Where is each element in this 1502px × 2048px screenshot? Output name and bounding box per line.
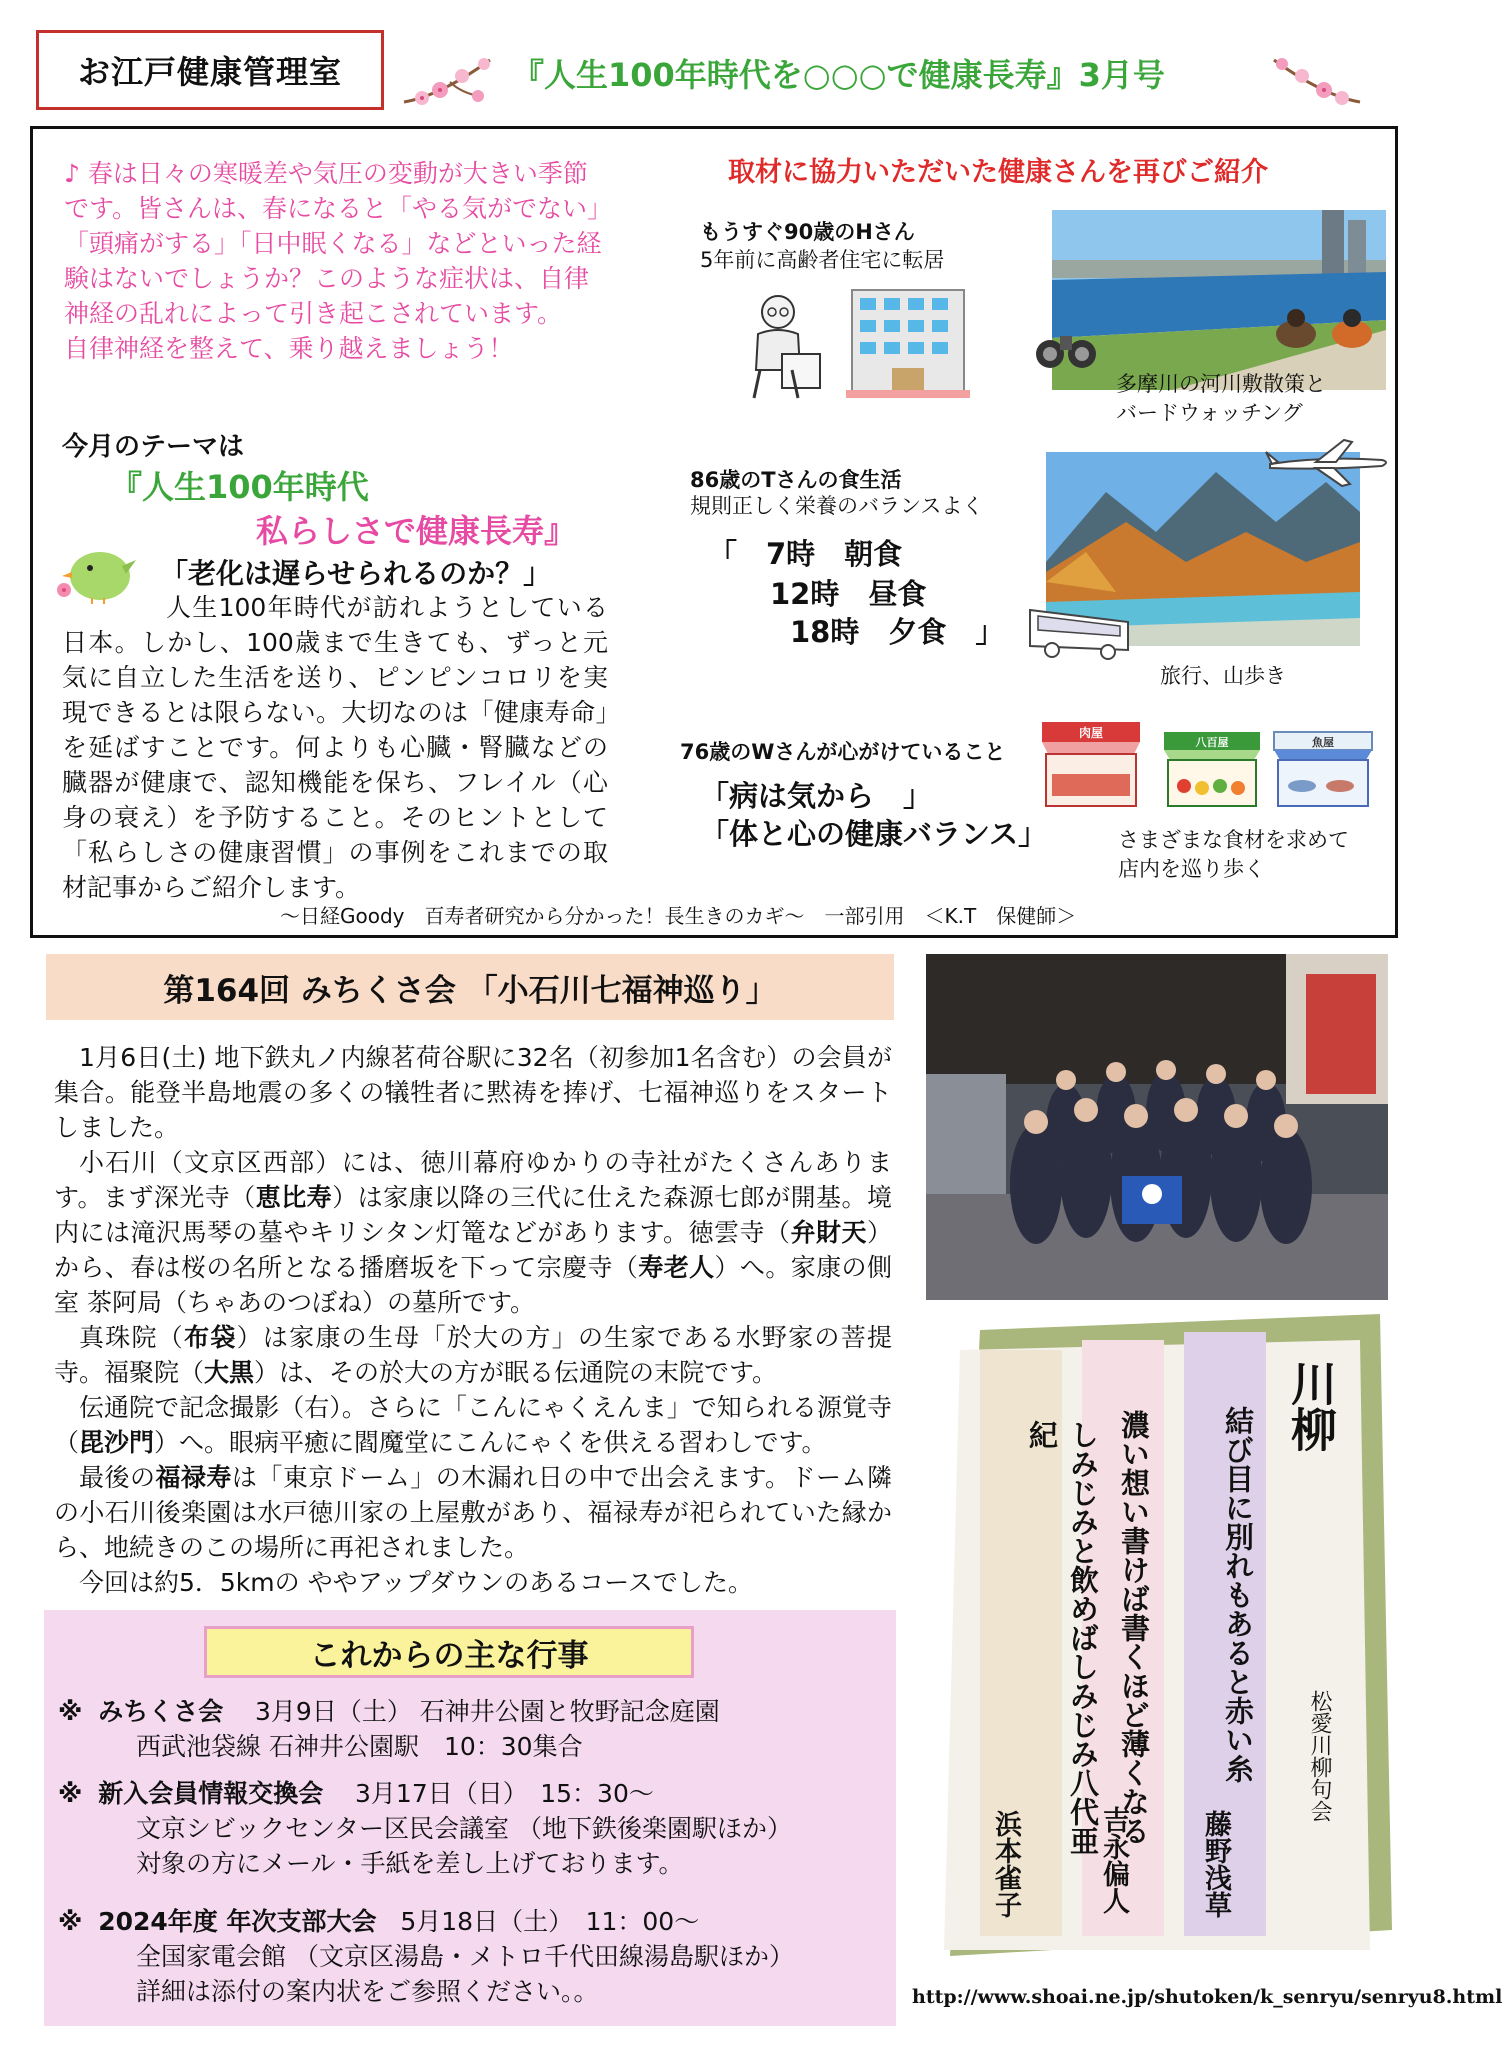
- w-quote-2: 「体と心の健康バランス」: [700, 817, 1048, 851]
- interviews-heading: 取材に協力いただいた健康さんを再びご紹介: [728, 157, 1268, 188]
- river-photo-art: [1052, 210, 1386, 390]
- event-title: 第164回 みちくさ会 「小石川七福神巡り」: [46, 954, 894, 1020]
- article-question: 「老化は遅らせられるのか？」: [160, 557, 552, 590]
- event-detail: 西武池袋線 石神井公園駅 10：30集合: [136, 1732, 583, 1761]
- w-caption-line-1: さまざまな食材を求めて: [1118, 828, 1349, 852]
- w-person-name: 76歳のWさんが心がけていること: [680, 740, 1006, 764]
- deity-name: 弁財天: [790, 1218, 867, 1247]
- h-person-name: もうすぐ90歳のHさん: [700, 220, 915, 244]
- h-caption-line-1: 多摩川の河川敷散策と: [1116, 372, 1326, 396]
- meal-lunch: 12時 昼食: [770, 577, 927, 611]
- schedule-item: [58, 1694, 720, 1764]
- event-text: 今回は約5．5kmの ややアップダウンのあるコースでした。: [79, 1568, 753, 1597]
- event-paragraph: [54, 1320, 892, 1390]
- deity-name: 福禄寿: [155, 1463, 232, 1492]
- event-when: 3月9日（土） 石神井公園と牧野記念庭園: [255, 1697, 720, 1726]
- theme-line-2: 私らしさで健康長寿』: [256, 512, 577, 550]
- senryu-url[interactable]: http://www.shoai.ne.jp/shutoken/k_senryu/senryu8.html: [912, 1986, 1502, 2008]
- deity-name: 布袋: [184, 1323, 237, 1352]
- event-report: [54, 1040, 892, 1600]
- theme-line-1: 『人生100年時代: [110, 468, 369, 506]
- shop-label: 魚屋: [1312, 736, 1334, 749]
- h-person-sub: 5年前に高齢者住宅に転居: [700, 248, 945, 272]
- fish-shop-icon: [1270, 730, 1376, 810]
- event-paragraph: [54, 1565, 892, 1600]
- t-person-sub: 規則正しく栄養のバランスよく: [690, 494, 984, 518]
- event-name: みちくさ会: [98, 1697, 224, 1726]
- meal-dinner: 18時 夕食 」: [790, 615, 1005, 649]
- t-person-name: 86歳のTさんの食生活: [690, 468, 902, 492]
- section-label: お江戸健康管理室: [36, 30, 384, 110]
- poem-author: 浜本雀子: [990, 1810, 1021, 1918]
- event-text: 小石川（文京区西部）には、徳川幕府ゆかりの寺社がたくさんあります。まず深光寺（: [54, 1148, 892, 1212]
- group-photo: [926, 954, 1388, 1300]
- event-name: 2024年度 年次支部大会: [98, 1907, 377, 1936]
- shop-label: 肉屋: [1078, 726, 1103, 740]
- event-text: 真珠院（: [79, 1323, 185, 1352]
- intro-text: [64, 156, 612, 366]
- event-text: ）は家康の生母「於大の方」の生家である水野家の菩提寺。福聚院（: [54, 1323, 892, 1387]
- event-detail: 詳細は添付の案内状をご参照ください。。: [136, 1977, 599, 2006]
- senryu-title: 川柳: [1284, 1360, 1338, 1452]
- h-caption: [1116, 370, 1326, 428]
- river-photo: [1052, 210, 1386, 390]
- shop-label: 八百屋: [1195, 736, 1229, 749]
- event-name: 新入会員情報交換会: [98, 1779, 324, 1808]
- airplane-icon: [1264, 434, 1392, 490]
- note-mark: ※: [58, 1907, 83, 1936]
- deity-name: 恵比寿: [255, 1183, 333, 1212]
- intro-paragraph: ♪ 春は日々の寒暖差や気圧の変動が大きい季節です。皆さんは、春になると「やる気がでない」「頭痛がする」「日中眠くなる」などといった経験はないでしょうか？このような症状は、自律神経の乱れによって引き起こされています。: [64, 159, 613, 328]
- poem-text: 濃い想い書けば書くほど薄くなる: [1117, 1410, 1151, 1845]
- binoculars-icon: [1034, 324, 1098, 372]
- poem-author: 藤野浅草: [1200, 1810, 1231, 1918]
- theme-label: 今月のテーマは: [62, 432, 245, 462]
- issue-title: 『人生100年時代を○○○で健康長寿』3月号: [512, 56, 1165, 94]
- schedule-item: [58, 1904, 794, 2009]
- article-text: 人生100年時代が訪れようとしている日本。しかし、100歳まで生きても、ずっと元気に自立した生活を送り、ピンピンコロリを実現できるとは限らない。大切なのは「健康寿命」を延ばすことです。何よりも心臓・腎臓などの臓器が健康で、認知機能を保ち、フレイル（心身の衰え）を予防すること。そのヒントとして「私らしさの健康習慣」の事例をこれまでの取材記事からご紹介します。: [62, 593, 608, 902]
- event-text: 伝通院で記念撮影（右）。さらに「こんにゃくえんま」で知られる源覚寺（: [54, 1393, 892, 1457]
- poem-author: 吉永偏人: [1098, 1806, 1129, 1914]
- h-caption-line-2: バードウォッチング: [1116, 401, 1303, 425]
- event-paragraph: [54, 1040, 892, 1145]
- senryu-society: 松愛川柳句会: [1307, 1690, 1332, 1822]
- group-photo-art: [926, 954, 1388, 1300]
- event-detail: 文京シビックセンター区民会議室 （地下鉄後楽園駅ほか）: [136, 1814, 792, 1843]
- event-text: ）は、その於大の方が眠る伝通院の末院です。: [254, 1358, 778, 1387]
- w-caption-line-2: 店内を巡り歩く: [1118, 857, 1265, 881]
- event-text: ）へ。眼病平癒に閻魔堂にこんにゃくを供える習わしです。: [154, 1428, 827, 1457]
- event-text: ）は家康以降の三代に仕えた森源七郎が開基。境内には滝沢馬琴の墓やキリシタン灯篭などがあります。徳雲寺（: [54, 1183, 892, 1247]
- elderly-person-icon: [736, 290, 830, 402]
- event-detail: 対象の方にメール・手紙を差し上げております。: [136, 1849, 684, 1878]
- poem-text: しみじみと飲めばしみじみ八代亜紀: [1025, 1420, 1100, 1855]
- bus-icon: [1024, 600, 1136, 662]
- event-paragraph: [54, 1390, 892, 1460]
- event-text: ）へ。家康の側室 茶阿局（ちゃあのつぼね）の墓所です。: [54, 1253, 892, 1317]
- cherry-blossom-icon: [1268, 46, 1364, 116]
- event-text: は「東京ドーム」の木漏れ日の中で出会えます。ドーム隣の小石川後楽園は水戸徳川家の上屋敷があり、福禄寿が祀られていた縁から、地続きのこの場所に再祀されました。: [54, 1463, 892, 1562]
- senryu-card: [940, 1310, 1394, 1960]
- event-paragraph: [54, 1460, 892, 1565]
- deity-name: 寿老人: [638, 1253, 715, 1282]
- note-mark: ※: [58, 1779, 83, 1808]
- event-text: 1月6日(土) 地下鉄丸ノ内線茗荷谷駅に32名（初参加1名含む）の会員が集合。能登半島地震の多くの犠牲者に黙祷を捧げ、七福神巡りをスタートしました。: [54, 1043, 892, 1142]
- w-caption: [1118, 826, 1349, 884]
- t-caption: 旅行、山歩き: [1160, 664, 1286, 688]
- greengrocer-shop-icon: [1160, 730, 1264, 810]
- article-citation: ～日経Goody 百寿者研究から分かった！長生きのカギ～ 一部引用 ＜K.T 保健師＞: [280, 904, 1077, 928]
- cherry-blossom-icon: [400, 46, 496, 116]
- event-when: 3月17日（日） 15：30～: [355, 1779, 654, 1808]
- schedule-title: これからの主な行事: [204, 1626, 694, 1678]
- intro-call: 自律神経を整えて、乗り越えましょう！: [64, 334, 514, 363]
- meal-breakfast: 「 7時 朝食: [708, 537, 903, 571]
- event-text: ）から、春は桜の名所となる播磨坂を下って宗慶寺（: [54, 1218, 892, 1282]
- event-text: 最後の: [79, 1463, 156, 1492]
- event-paragraph: [54, 1145, 892, 1320]
- deity-name: 毘沙門: [79, 1428, 155, 1457]
- butcher-shop-icon: [1038, 720, 1144, 810]
- deity-name: 大黒: [204, 1358, 255, 1387]
- event-detail: 全国家電会館 （文京区湯島・メトロ千代田線湯島駅ほか）: [136, 1942, 794, 1971]
- event-when: 5月18日（土） 11：00～: [400, 1907, 700, 1936]
- schedule-item: [58, 1776, 792, 1881]
- w-quote-1: 「病は気から 」: [700, 779, 933, 813]
- apartment-building-icon: [846, 284, 970, 402]
- note-mark: ※: [58, 1697, 83, 1726]
- poem-text: 結び目に別れもあると赤い糸: [1221, 1406, 1255, 1783]
